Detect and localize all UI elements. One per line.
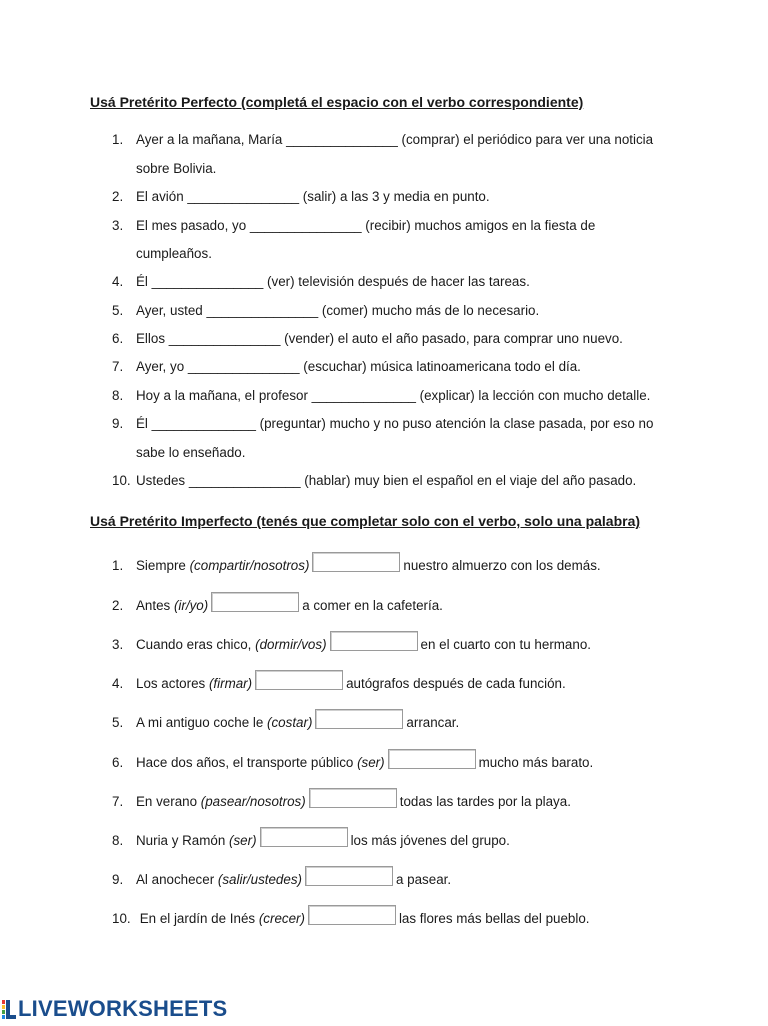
list-item [112, 788, 571, 811]
item-text-after: arrancar. [406, 715, 460, 730]
item-text: Siempre [136, 558, 190, 573]
item-text: Ayer, usted _______________ (comer) mucho más de lo necesario. [136, 303, 540, 318]
item-text: Ayer, yo _______________ (escuchar) música latinoamericana todo el día. [136, 359, 581, 374]
item-text: Él _______________ (ver) televisión después de hacer las tareas. [136, 274, 530, 289]
item-text-continued: sobre Bolivia. [136, 161, 217, 176]
answer-input[interactable] [211, 592, 299, 612]
item-text: Los actores [136, 676, 209, 691]
item-text: Nuria y Ramón [136, 833, 230, 848]
verb-hint: (compartir/nosotros) [189, 558, 310, 573]
item-text-after: todas las tardes por la playa. [399, 794, 571, 809]
item-text-after: mucho más barato. [478, 755, 594, 770]
item-number: 10. [112, 473, 131, 488]
section2-title: Usá Pretérito Imperfecto (tenés que completar solo con el verbo, solo una palabra) [90, 513, 641, 529]
answer-input[interactable] [315, 709, 403, 729]
list-item [112, 552, 601, 575]
item-number: 9. [112, 416, 124, 431]
item-number: 9. [112, 872, 124, 887]
list-item [112, 866, 451, 889]
item-number: 8. [112, 833, 124, 848]
item-text: En verano [136, 794, 201, 809]
verb-hint: (ser) [229, 833, 257, 848]
item-text: El mes pasado, yo _______________ (recibir) muchos amigos en la fiesta de [136, 218, 596, 233]
item-number: 2. [112, 598, 124, 613]
item-number: 3. [112, 637, 124, 652]
list-item [112, 592, 443, 615]
list-item [112, 905, 590, 928]
item-text: Hoy a la mañana, el profesor ______________ (explicar) la lección con mucho detalle. [136, 388, 651, 403]
list-item [112, 827, 510, 850]
list-item [112, 415, 653, 433]
item-number: 10. [112, 911, 131, 926]
answer-input[interactable] [308, 905, 396, 925]
item-text-after: nuestro almuerzo con los demás. [403, 558, 601, 573]
item-text-after: las flores más bellas del pueblo. [398, 911, 590, 926]
item-text: Ustedes _______________ (hablar) muy bien el español en el viaje del año pasado. [136, 473, 637, 488]
logo-text: LIVEWORKSHEETS [18, 996, 228, 1021]
verb-hint: (firmar) [208, 676, 253, 691]
item-text: A mi antiguo coche le [136, 715, 268, 730]
item-number: 6. [112, 755, 124, 770]
item-number: 3. [112, 218, 124, 233]
item-text-after: autógrafos después de cada función. [346, 676, 566, 691]
item-text: El avión _______________ (salir) a las 3 y media en punto. [136, 189, 490, 204]
list-item [112, 302, 539, 320]
item-number: 4. [112, 676, 124, 691]
list-item [112, 330, 623, 348]
item-text: Antes [136, 598, 174, 613]
list-item [112, 709, 459, 732]
answer-input[interactable] [260, 827, 348, 847]
item-number: 5. [112, 303, 124, 318]
verb-hint: (salir/ustedes) [217, 872, 302, 887]
verb-hint: (pasear/nosotros) [200, 794, 306, 809]
list-item [112, 387, 650, 405]
item-text: Él ______________ (preguntar) mucho y no puso atención la clase pasada, por eso no [136, 416, 654, 431]
list-item [112, 670, 566, 693]
item-number: 7. [112, 359, 124, 374]
item-text: Hace dos años, el transporte público [136, 755, 358, 770]
verb-hint: (crecer) [258, 911, 305, 926]
item-text: En el jardín de Inés [136, 911, 259, 926]
logo-mark-icon [2, 998, 16, 1020]
item-number: 7. [112, 794, 124, 809]
item-number: 2. [112, 189, 124, 204]
section1-title: Usá Pretérito Perfecto (completá el espacio con el verbo correspondiente) [90, 94, 584, 110]
verb-hint: (costar) [267, 715, 313, 730]
verb-hint: (ir/yo) [173, 598, 209, 613]
item-number: 1. [112, 558, 124, 573]
item-text-after: en el cuarto con tu hermano. [420, 637, 591, 652]
item-text-continued: cumpleaños. [136, 246, 212, 261]
list-item [112, 188, 490, 206]
list-item [112, 273, 530, 291]
item-text-after: a pasear. [395, 872, 452, 887]
liveworksheets-logo[interactable] [2, 996, 227, 1022]
item-number: 1. [112, 132, 124, 147]
list-item [112, 749, 593, 772]
answer-input[interactable] [255, 670, 343, 690]
answer-input[interactable] [305, 866, 393, 886]
item-text-after: los más jóvenes del grupo. [350, 833, 510, 848]
item-text-continued: sabe lo enseñado. [136, 445, 246, 460]
item-text: Ayer a la mañana, María _______________ (comprar) el periódico para ver una noticia [136, 132, 654, 147]
list-item [112, 631, 591, 654]
list-item [112, 358, 581, 376]
answer-input[interactable] [312, 552, 400, 572]
item-text: Ellos _______________ (vender) el auto el año pasado, para comprar uno nuevo. [136, 331, 623, 346]
list-item [112, 472, 636, 490]
item-number: 8. [112, 388, 124, 403]
verb-hint: (ser) [357, 755, 385, 770]
item-text-after: a comer en la cafetería. [302, 598, 443, 613]
verb-hint: (dormir/vos) [255, 637, 327, 652]
item-text: Cuando eras chico, [136, 637, 256, 652]
answer-input[interactable] [388, 749, 476, 769]
item-number: 6. [112, 331, 124, 346]
answer-input[interactable] [330, 631, 418, 651]
item-number: 4. [112, 274, 124, 289]
list-item [112, 217, 595, 235]
list-item [112, 131, 653, 149]
item-text: Al anochecer [136, 872, 218, 887]
item-number: 5. [112, 715, 124, 730]
answer-input[interactable] [309, 788, 397, 808]
